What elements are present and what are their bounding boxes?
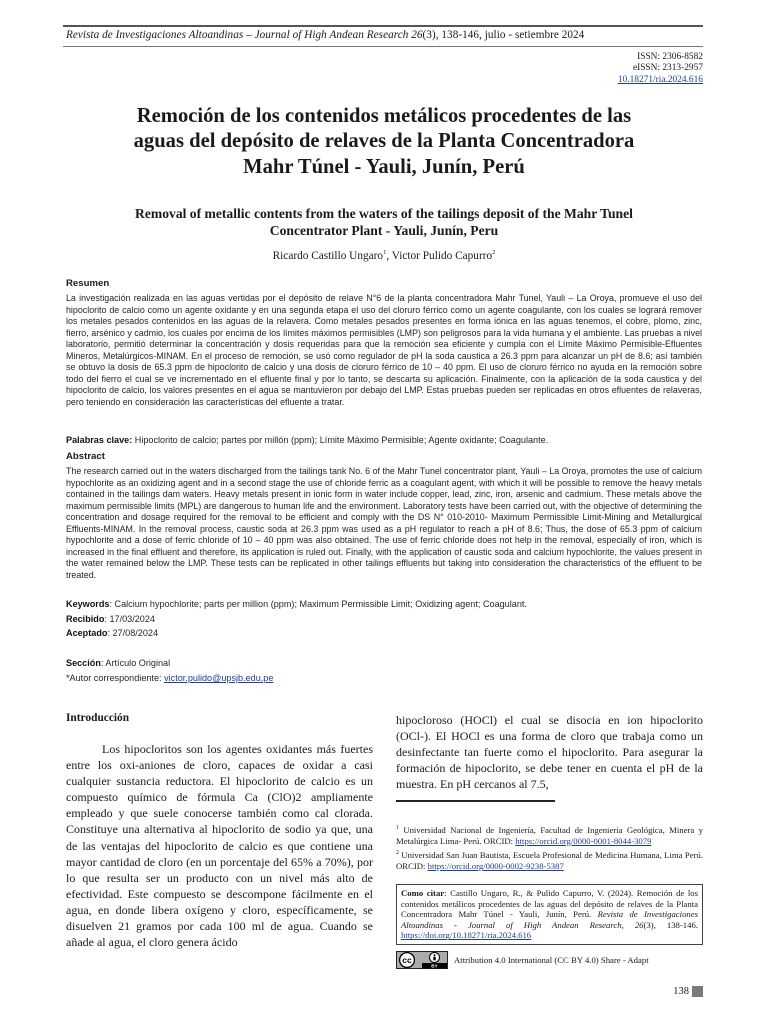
footnote-2-marker: 2 (396, 850, 399, 857)
section-label: Sección (66, 658, 101, 668)
page-footer (673, 986, 703, 997)
top-rule (63, 25, 703, 27)
issn: ISSN: 2306-8582 (637, 52, 703, 62)
author-2: Victor Pulido Capurro (391, 249, 493, 262)
citation-label: Como citar (401, 888, 445, 898)
palabras-clave-label: Palabras clave: (66, 435, 133, 445)
palabras-clave (66, 435, 702, 447)
journal-name: Revista de Investigaciones Altoandinas – Journal of High Andean Research 26 (66, 29, 423, 41)
author-1: Ricardo Castillo Ungaro (272, 249, 384, 262)
corresponding-email[interactable]: victor.pulido@upsjb.edu.pe (164, 673, 274, 683)
resumen-text: La investigación realizada en las aguas vertidas por el depósito de relave N°6 de la planta concentradora Mahr Tunel, Yauli – La Oroya, promueve el uso del hipoclorito de calcio como un agente oxidante y en una segunda etapa el uso del cloruro férrico como un agente coagulante, con los cuales se logrará remover los metales pesados contenidos en las aguas de la relavera. Como metales pesados presentes en forma iónica en las aguas tenemos, el cobre, plomo, zinc, fierro, arsénico y cadmio, los cuales por encima de los límites máximos permisibles (LMP) son peligrosos para la vida humana y el ambiente. Las pruebas a nivel laboratorio, permitió determinar la concentración y dosis requeridas para que la remoción sea eficiente y cumpla con el Límite Máximo Permisible-Efluentes Mineros, Metalúrgicos-MINAM. En el proceso de remoción, se usó como regulador de pH la soda caustica a 26.3 ppm para alcanzar un pH de 8.6; así también se obtuvo la dosis de 65.3 ppm de hipoclorito de calcio y una dosis de cloruro férrico de 10 – 40 ppm. El uso de cloruro férrico no ayuda en la remoción sobre todo del fierro el cual se ve incrementado en el efluente final y por lo tanto, se descarta su aplicación. Finalmente, con la aplicación de la soda caustica y del hipoclorito de calcio, los valores presentes en el agua se mantuvieron por debajo del LMP. Estas pruebas pueden ser replicadas en otros efluentes de relaveras, pero teniendo en consideración las características del efluente a tratar. (66, 293, 702, 407)
cc-by-badge-icon[interactable] (396, 951, 448, 969)
resumen-heading: Resumen (66, 278, 110, 289)
footnote-1-marker: 1 (396, 825, 399, 831)
doi-link[interactable]: 10.18271/ria.2024.616 (617, 74, 703, 85)
citation-pages: (3), 138-146. (643, 919, 698, 930)
received-date (66, 614, 702, 626)
citation-box (396, 884, 703, 945)
received-label: Recibido (66, 614, 105, 624)
by-badge-text: BY (431, 963, 438, 969)
palabras-clave-text: Hipoclorito de calcio; partes por millón (ppm); Límite Máximo Permisible; Agente oxidante; Coagulante. (132, 435, 549, 445)
abstract-text: The research carried out in the waters discharged from the tailings tank No. 6 of the Mahr Tunel concentrator plant, Yauli – La Oroya, promotes the use of calcium hypochlorite as an oxidizing agent and in a second stage the use of chloride ferric as a coagulant agent, with which it will be possible to remove the heavy metals contained in the tailings dam waters. Heavy metals present in ionic form in water include copper, lead, zinc, iron, arsenic and cadmium. These metals above the maximum permissible limits (MPL) are dangerous to human life and the environment. Laboratory tests have been carried out, with the objective of determining the concentration and dosage required for the removal to be efficient and comply with the DS N° 010-2010- Maximum Permissible Limit-Mining and Metallurgical Effluents-MINAM. In the removal process, caustic soda at 26.3 ppm was used as a pH regulator to reach a pH of 8.6; Thus, the dose of 65.3 ppm of calcium hypochlorite and a dose of ferric chloride of 10 – 40 ppm was also obtained. The use of ferric chloride does not help in the removal, especially of iron, which is increased in the final effluent and therefore, its application is ruled out. Finally, with the application of caustic soda and calcium hypochlorite, the values present in the water remained below the LMP. These tests can be replicated in other tailings effluents but taking into consideration the characteristics of the effluent to be treated. (66, 466, 702, 580)
footnote-2 (396, 848, 703, 871)
intro-heading: Introducción (66, 712, 130, 724)
author-2-affiliation: 2 (492, 249, 496, 256)
keywords-text: : Calcium hypochlorite; parts per million (ppm); Maximum Permissible Limit; Oxidizing agent; Coagulant. (109, 599, 527, 609)
footnote-rule (396, 800, 555, 802)
identifiers (618, 52, 703, 86)
page-marker (692, 986, 703, 997)
section (66, 658, 702, 670)
orcid-link-2[interactable]: https://orcid.org/0000-0002-9238-5387 (427, 861, 564, 872)
keywords (66, 599, 702, 611)
abstract-heading: Abstract (66, 451, 105, 462)
authors (110, 249, 658, 262)
accepted-date (66, 628, 702, 640)
citation-text: : Castillo Ungaro, R., & Pulido Capurro, V. (2024). Remoción de los contenidos metálicos procedentes de las aguas del depósito de relaves de la Planta Concentradora Mahr Túnel - Yauli, Junín, Perú. (401, 888, 698, 920)
footnote-1-text: Universidad Nacional de Ingeniería, Facultad de Ingeniería Geológica, Minera y Metalúrgica Lima- Perú. ORCID: (396, 824, 703, 846)
author-1-affiliation: 1 (383, 249, 387, 256)
intro-left-column: Los hipocloritos son los agentes oxidantes más fuertes entre los oxi-aniones de cloro, capaces de oxidar a casi cualquier sustancia reductora. El hipoclorito de calcio es un compuesto químico de fórmula Ca (ClO)2 ampliamente empleado y que suele conocerse también como cal clorada. Constituye una alternativa al hipoclorito de sodio ya que, una de las ventajas del hipoclorito de calcio es que contiene una mayor cantidad de cloro (en un porcentaje del 65% a 70%), por lo que resulta ser un producto con un nivel más alto de efectividad. Este compuesto se descompone fácilmente en el agua, en donde libera oxígeno y cloro, específicamente, se disuelven 21 gramos por cada 100 ml de agua. Cuando se añade al agua, el cloro genera ácido (66, 742, 373, 950)
intro-right-column: hipocloroso (HOCl) el cual se disocia en ion hipoclorito (OCl-). El HOCl es una forma de cloro que trabaja como un desinfectante tan fuerte como el hipoclorito. Para asegurar la formación de hipoclorito, se debe tener en cuenta el pH de la muestra. En pH cercanos al 7.5, (396, 713, 703, 792)
license-text: Attribution 4.0 International (CC BY 4.0) Share - Adapt (454, 955, 649, 965)
eissn: eISSN: 2313-2957 (632, 63, 703, 74)
citation-journal: Revista de Investigaciones Altoandinas - Journal of High Andean Research, 26 (401, 909, 699, 930)
page-number: 138 (673, 986, 689, 997)
title-spanish: Remoción de los contenidos metálicos procedentes de las aguas del depósito de relaves de la Planta Concentradora Mahr Túnel - Yauli, Junín, Perú (133, 105, 635, 178)
title-english: Removal of metallic contents from the waters of the tailings deposit of the Mahr Tunel Concentrator Plant - Yauli, Junín, Peru (135, 206, 633, 238)
footnote-1 (396, 823, 703, 846)
orcid-link-1[interactable]: https://orcid.org/0000-0001-8044-3079 (515, 835, 652, 846)
section-value: : Artículo Original (100, 658, 171, 668)
footnotes (396, 823, 703, 874)
footnote-2-text: Universidad San Juan Bautista, Escuela Profesional de Medicina Humana, Lima Perú. ORCID: (396, 850, 703, 872)
header-rule (63, 46, 703, 47)
keywords-label: Keywords (66, 599, 110, 609)
author-separator: , (386, 249, 392, 262)
journal-header (66, 29, 584, 41)
cc-badge-text: cc (402, 955, 412, 965)
corresponding-label: *Autor correspondiente: (66, 673, 165, 683)
accepted-value: : 27/08/2024 (107, 628, 159, 638)
journal-issue: (3), 138-146, julio - setiembre 2024 (422, 29, 585, 41)
received-value: : 17/03/2024 (104, 614, 155, 624)
citation-doi-link[interactable]: https://doi.org/10.18271/ria.2024.616 (401, 930, 532, 941)
accepted-label: Aceptado (66, 628, 108, 638)
corresponding-author (66, 673, 702, 685)
license (396, 951, 649, 969)
